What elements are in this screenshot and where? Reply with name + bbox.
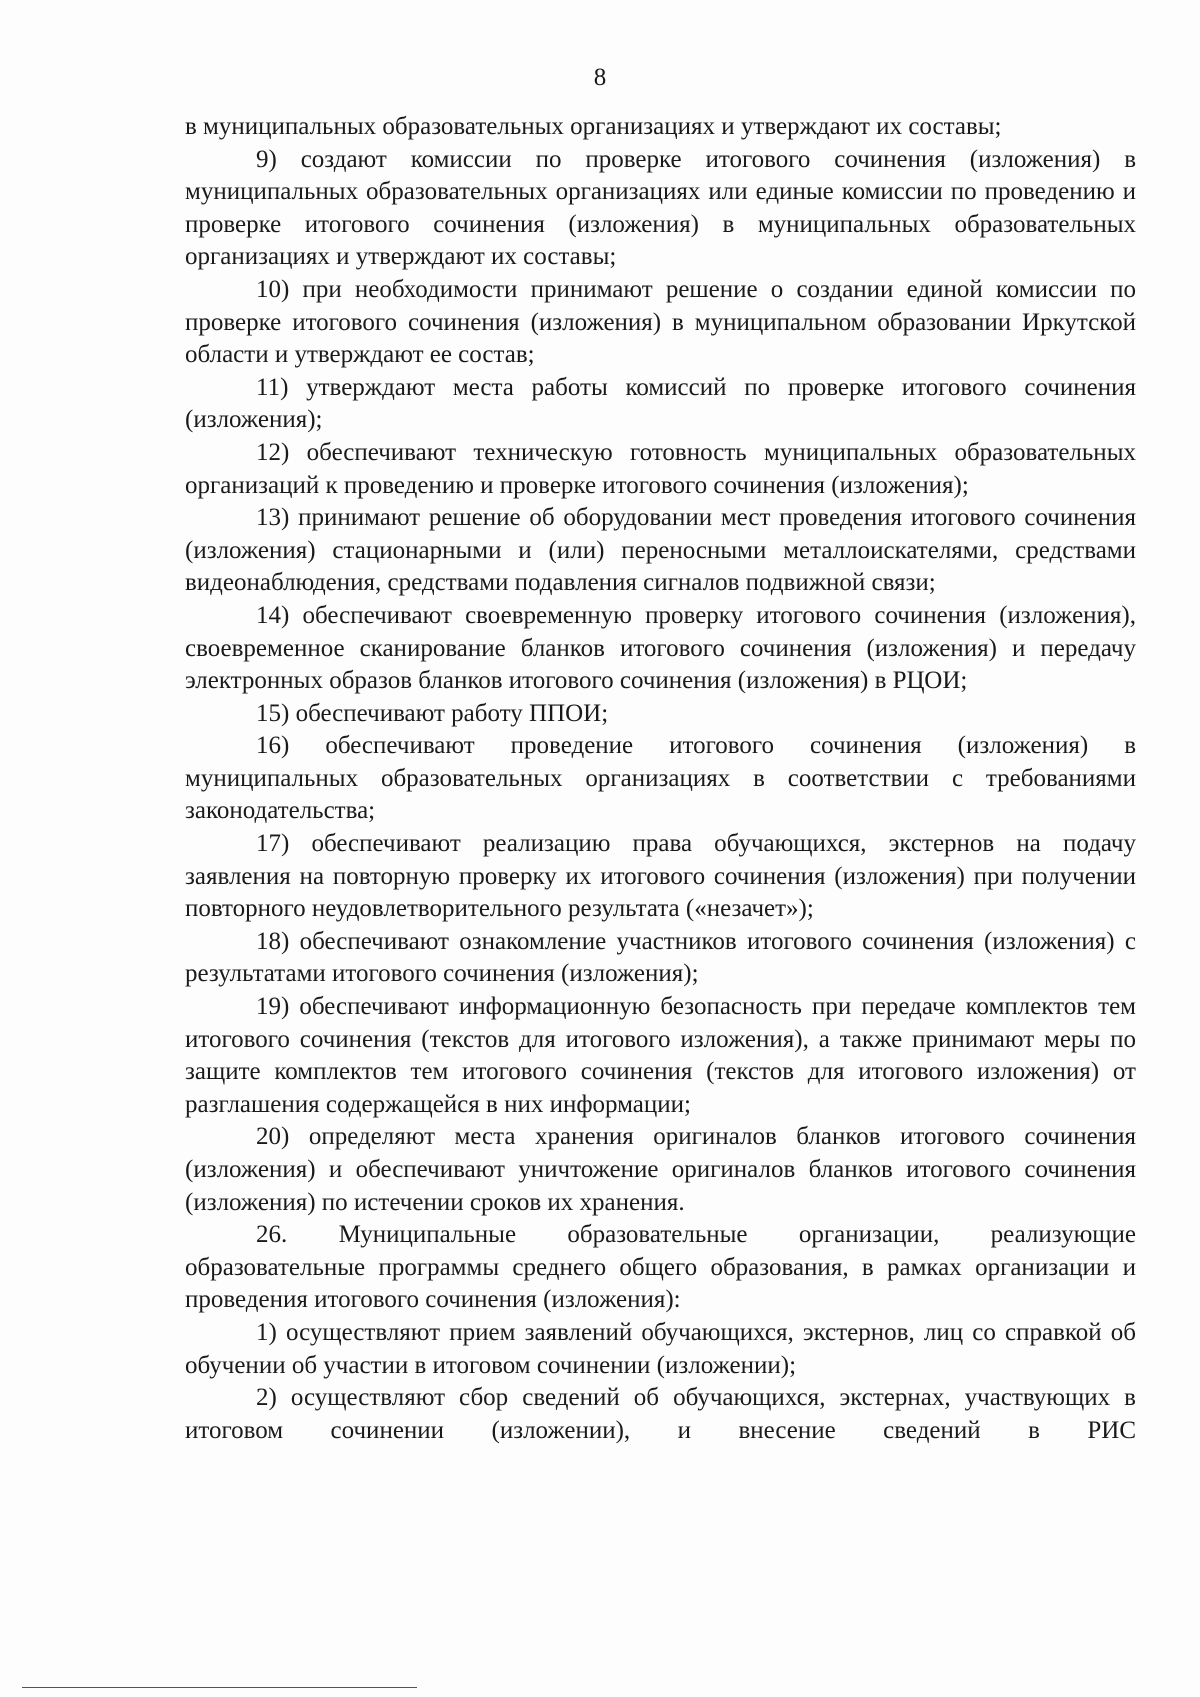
paragraph-item-20: 20) определяют места хранения оригиналов бланков итогового сочинения (изложения) и обеспечивают уничтожение оригиналов бланков итогового сочинения (изложения) по истечении сроков их хранения. — [185, 1123, 1136, 1216]
paragraph-continuation: в муниципальных образовательных организациях и утверждают их составы; — [185, 113, 1002, 140]
paragraph-item-18: 18) обеспечивают ознакомление участников итогового сочинения (изложения) с результатами итогового сочинения (изложения); — [185, 927, 1136, 988]
document-body — [185, 111, 1136, 1447]
paragraph-section-26: 26. Муниципальные образовательные организации, реализующие образовательные программы среднего общего образования, в рамках организации и проведения итогового сочинения (изложения): — [185, 1221, 1136, 1314]
paragraph-item-19: 19) обеспечивают информационную безопасность при передаче комплектов тем итогового сочинения (текстов для итогового изложения), а также принимают меры по защите комплектов тем итогового сочинения (текстов для итогового изложения) от разглашения содержащейся в них информации; — [185, 993, 1136, 1118]
paragraph-item-13: 13) принимают решение об оборудовании мест проведения итогового сочинения (изложения) стационарными и (или) переносными металлоискателями, средствами видеонаблюдения, средствами подавления сигналов подвижной связи; — [185, 504, 1136, 597]
paragraph-item-15: 15) обеспечивают работу ППОИ; — [256, 699, 609, 727]
footer-rule — [22, 1687, 417, 1688]
paragraph-item-17: 17) обеспечивают реализацию права обучающихся, экстернов на подачу заявления на повторную проверку их итогового сочинения (изложения) при получении повторного неудовлетворительного результата («незачет»); — [185, 830, 1136, 923]
paragraph-item-2: 2) осуществляют сбор сведений об обучающихся, экстернах, участвующих в итоговом сочинении (изложении), и внесение сведений в РИС — [185, 1384, 1136, 1444]
paragraph-item-16: 16) обеспечивают проведение итогового сочинения (изложения) в муниципальных образовательных организациях в соответствии с требованиями законодательства; — [185, 732, 1136, 825]
paragraph-item-10: 10) при необходимости принимают решение о создании единой комиссии по проверке итогового сочинения (изложения) в муниципальном образовании Иркутской области и утверждают ее состав; — [185, 275, 1136, 369]
page-number: 8 — [593, 64, 607, 91]
paragraph-item-14: 14) обеспечивают своевременную проверку итогового сочинения (изложения), своевременное сканирование бланков итогового сочинения (изложения) и передачу электронных образов бланков итогового сочинения (изложения) в РЦОИ; — [185, 601, 1136, 695]
paragraph-item-11: 11) утверждают места работы комиссий по проверке итогового сочинения (изложения); — [185, 373, 1136, 434]
paragraph-item-1: 1) осуществляют прием заявлений обучающихся, экстернов, лиц со справкой об обучении об участии в итоговом сочинении (изложении); — [185, 1318, 1136, 1379]
paragraph-item-9: 9) создают комиссии по проверке итогового сочинения (изложения) в муниципальных образовательных организациях или единые комиссии по проведению и проверке итогового сочинения (изложения) в муниципальных образовательных организациях и утверждают их составы; — [185, 145, 1136, 271]
paragraph-item-12: 12) обеспечивают техническую готовность муниципальных образовательных организаций к проведению и проверке итогового сочинения (изложения); — [185, 438, 1136, 499]
